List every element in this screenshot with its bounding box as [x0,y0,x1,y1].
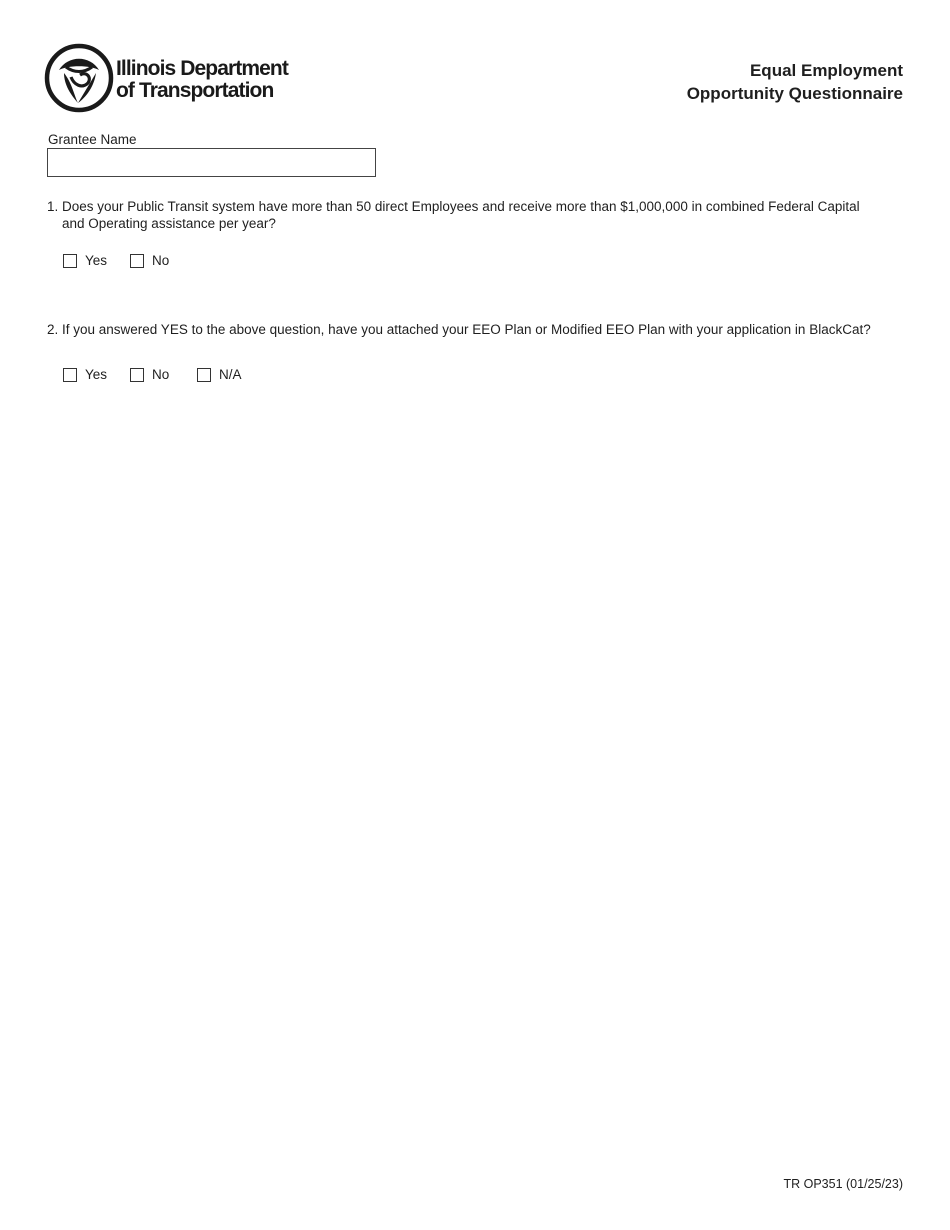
question-2-na-label: N/A [219,366,242,382]
question-1 [47,198,917,232]
question-2-no-checkbox[interactable] [130,368,144,382]
question-1-yes-option[interactable] [63,252,130,268]
question-1-text: Does your Public Transit system have more than 50 direct Employees and receive more than $1,000,000 in combined Federal Capital [62,199,860,214]
question-1-no-checkbox[interactable] [130,254,144,268]
form-title-line-2: Opportunity Questionnaire [686,84,903,103]
idot-logo-text [116,58,288,102]
question-2-text: If you answered YES to the above question, have you attached your EEO Plan or Modified EEO Plan with your application in BlackCat? [62,322,871,337]
question-2-no-option[interactable] [130,366,197,382]
grantee-name-input[interactable] [47,148,376,177]
form-title [687,59,903,105]
question-2-number: 2. [47,322,59,337]
question-1-line-2: and Operating assistance per year? [62,216,276,231]
question-1-no-option[interactable] [130,252,197,268]
question-2-na-checkbox[interactable] [197,368,211,382]
question-2 [47,321,917,338]
logo-line-1: Illinois Department [116,57,288,80]
question-2-na-option[interactable] [197,366,242,382]
grantee-name-label: Grantee Name [48,132,137,147]
question-1-yes-checkbox[interactable] [63,254,77,268]
question-2-line-1 [47,321,917,338]
logo-line-2: of Transportation [116,79,274,102]
question-2-no-label: No [152,366,170,382]
question-2-yes-checkbox[interactable] [63,368,77,382]
question-1-line-1 [47,198,917,215]
question-1-options [63,252,197,268]
question-2-yes-label: Yes [85,366,108,382]
question-1-number: 1. [47,199,59,214]
question-2-yes-option[interactable] [63,366,130,382]
idot-emblem-icon [44,43,114,113]
form-title-line-1: Equal Employment [749,61,903,80]
idot-logo [44,43,304,115]
question-1-no-label: No [152,252,170,268]
form-id-footer: TR OP351 (01/25/23) [783,1177,903,1191]
question-2-options [63,366,242,382]
question-1-yes-label: Yes [85,252,108,268]
